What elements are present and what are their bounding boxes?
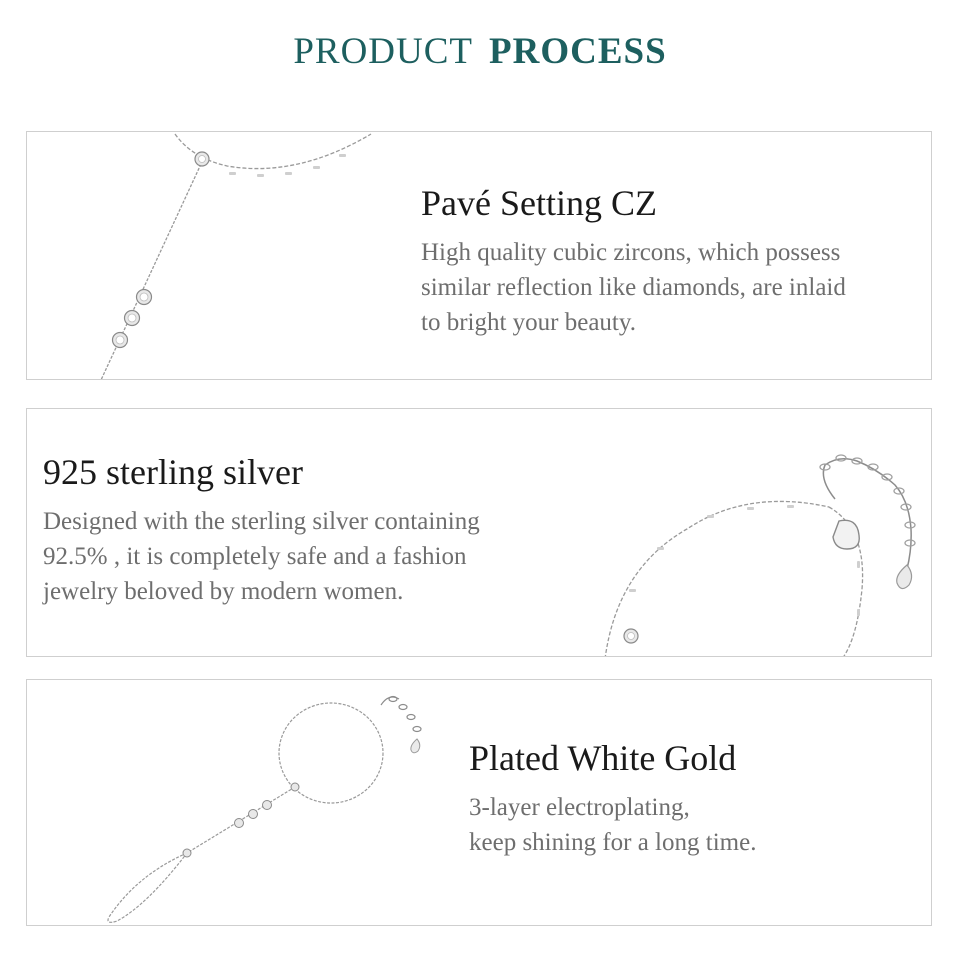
hand-chain-image: [67, 685, 427, 925]
description-line: to bright your beauty.: [421, 309, 637, 336]
description-line: High quality cubic zircons, which possess: [421, 239, 841, 266]
bracelet-clasp-image: [557, 449, 927, 657]
feature-card-silver: [26, 408, 932, 657]
description-line: 92.5% , it is completely safe and a fashion: [43, 543, 467, 570]
section-heading: 925 sterling silver: [43, 452, 303, 492]
description-line: jewelry beloved by modern women.: [43, 578, 404, 605]
section-description: [469, 790, 909, 860]
description-line: 3-layer electroplating,: [469, 794, 690, 821]
feature-card-cz: [26, 131, 932, 380]
section-description: [43, 504, 563, 609]
title-bold: PROCESS: [489, 31, 667, 72]
description-line: similar reflection like diamonds, are inlaid: [421, 274, 846, 301]
bracelet-cz-image: [57, 131, 387, 380]
section-heading: Plated White Gold: [469, 738, 737, 778]
description-line: Designed with the sterling silver containing: [43, 508, 480, 535]
page-title: [0, 30, 960, 73]
section-description: [421, 235, 921, 340]
section-heading: Pavé Setting CZ: [421, 183, 657, 223]
feature-card-plated: [26, 679, 932, 926]
description-line: keep shining for a long time.: [469, 829, 757, 856]
title-light: PRODUCT: [293, 31, 474, 72]
